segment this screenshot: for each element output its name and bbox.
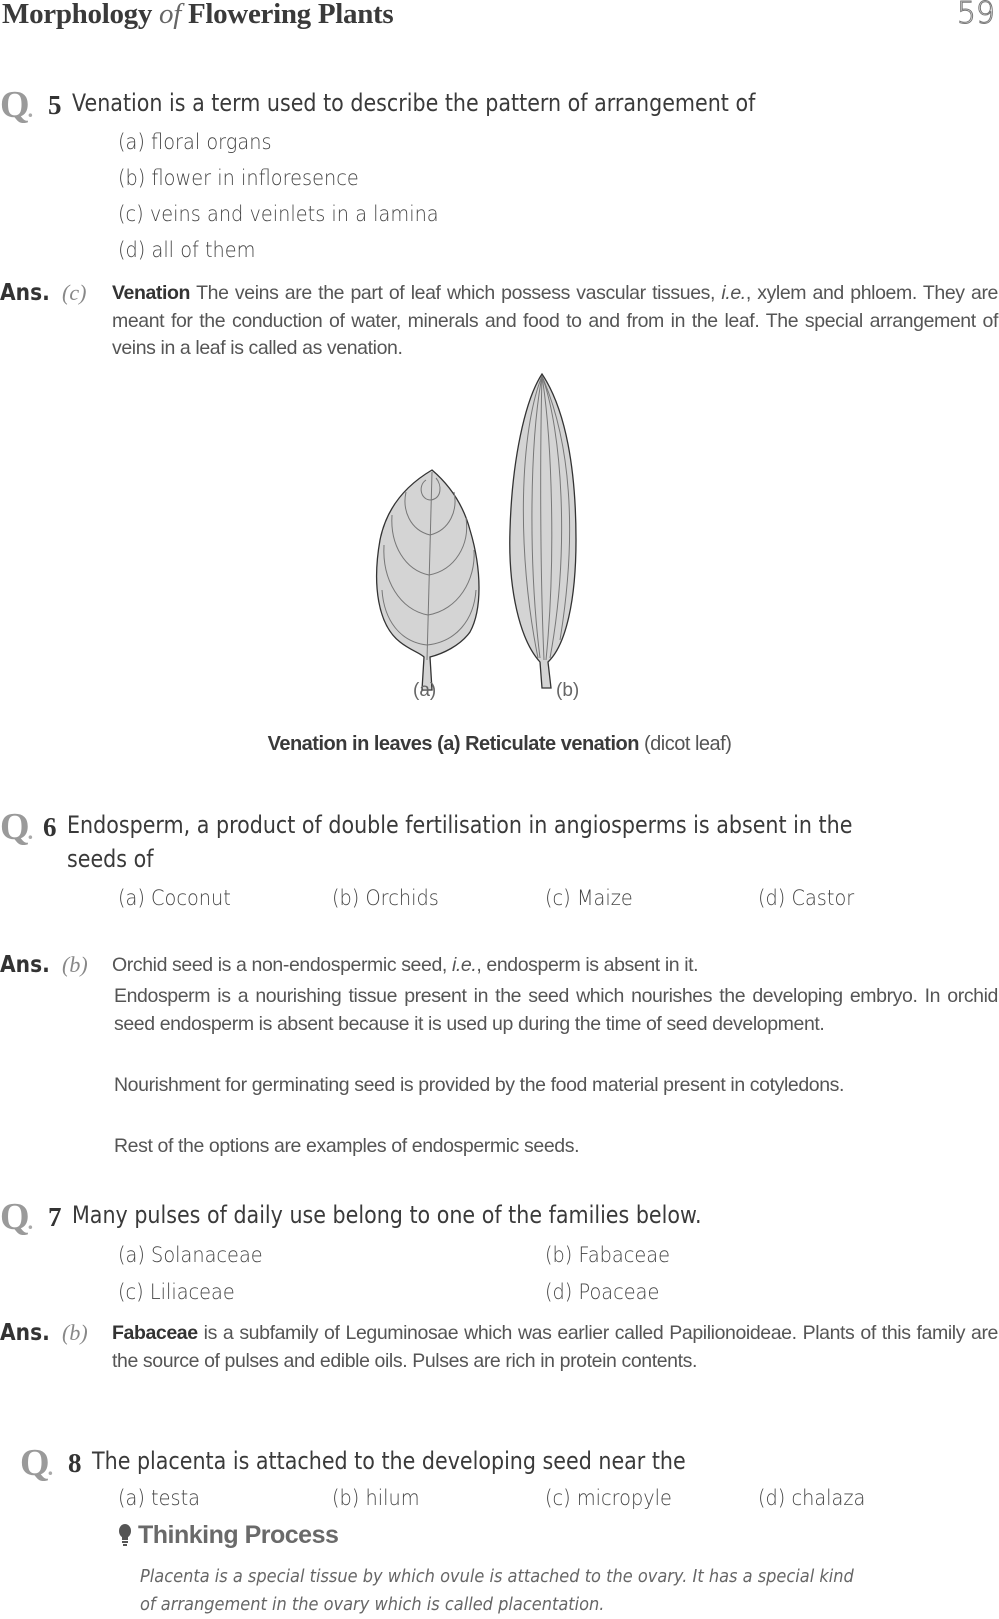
option-b: (b) Orchids (332, 886, 439, 910)
answer-explanation: Fabaceae is a subfamily of Leguminosae which was earlier called Papilionoideae. Plants of this family are the source of pulses and edible oils. Pulses are rich in protein contents. (112, 1322, 998, 1372)
option-b: (b) Fabaceae (545, 1243, 671, 1267)
answer-explanation: Venation The veins are the part of leaf which possess vascular tissues, i.e., xylem and phloem. They are meant for the conduction of water, minerals and food to and from in the leaf. The special arrangement of veins in a leaf is called as venation. (112, 282, 998, 359)
answer-label: Ans. (0, 280, 50, 306)
option-d: (d) all of them (118, 238, 256, 262)
figure-label-a: (a) (413, 680, 437, 701)
option-a: (a) testa (118, 1486, 201, 1510)
chapter-title (2, 0, 393, 31)
answer-explanation: Orchid seed is a non-endospermic seed, i.e., endosperm is absent in it. (112, 954, 699, 976)
answer-paragraph: Nourishment for germinating seed is provided by the food material present in cotyledons. (114, 1074, 845, 1096)
lightbulb-icon (118, 1524, 132, 1548)
option-c: (c) veins and veinlets in a lamina (118, 202, 439, 226)
question-7-heading (0, 1198, 804, 1236)
answer-label: Ans. (0, 1320, 50, 1346)
reticulate-leaf-icon (370, 370, 630, 710)
question-marker: Q. (20, 1442, 52, 1484)
option-b: (b) flower in infloresence (118, 166, 359, 190)
answer-term: Fabaceae (112, 1322, 198, 1344)
thinking-process-heading (118, 1521, 338, 1550)
option-a: (a) Coconut (118, 886, 231, 910)
answer-label: Ans. (0, 952, 50, 978)
answer-paragraph: Endosperm is a nourishing tissue present in the seed which nourishes the developing embryo. In orchid seed endosperm is absent because it is used up during the time of seed development. (114, 985, 998, 1035)
answer-key: (c) (62, 280, 87, 305)
question-5-heading (0, 86, 866, 124)
option-d: (d) Castor (758, 886, 855, 910)
answer-term: Venation (112, 282, 191, 304)
option-c: (c) Maize (545, 886, 633, 910)
chapter-title-of: of (159, 0, 181, 30)
chapter-title-part2: Flowering Plants (187, 0, 394, 30)
option-d: (d) Poaceae (545, 1280, 660, 1304)
option-b: (b) hilum (332, 1486, 420, 1510)
question-number: 7 (48, 1202, 62, 1232)
page-header (0, 0, 999, 40)
answer-key: (b) (62, 952, 88, 977)
question-marker: Q. (0, 806, 32, 848)
question-text: Venation is a term used to describe the pattern of arrangement of (71, 89, 755, 117)
question-number: 5 (48, 90, 62, 120)
option-a: (a) floral organs (118, 130, 272, 154)
option-a: (a) Solanaceae (118, 1243, 263, 1267)
option-d: (d) chalaza (758, 1486, 866, 1510)
figure-label-b: (b) (556, 680, 580, 701)
question-8-heading (20, 1444, 782, 1482)
thinking-process-title: Thinking Process (138, 1521, 339, 1549)
question-marker: Q. (0, 84, 32, 126)
chapter-title-part1: Morphology (2, 0, 153, 30)
answer-paragraph: Rest of the options are examples of endospermic seeds. (114, 1135, 580, 1157)
thinking-process-text: Placenta is a special tissue by which ovule is attached to the ovary. It has a special kind of arrangement in the ovary which is called placentation. (140, 1566, 854, 1615)
question-text: Endosperm, a product of double fertilisation in angiosperms is absent in the seeds of (66, 811, 852, 873)
option-c: (c) micropyle (545, 1486, 672, 1510)
question-number: 8 (68, 1448, 82, 1478)
page-number: 59 (956, 0, 995, 31)
venation-figure (370, 370, 630, 710)
question-text: Many pulses of daily use belong to one of the families below. (71, 1201, 702, 1229)
option-c: (c) Liliaceae (118, 1280, 235, 1304)
question-marker: Q. (0, 1196, 32, 1238)
question-6-heading (0, 808, 999, 876)
answer-key: (b) (62, 1320, 88, 1345)
question-number: 6 (43, 812, 57, 842)
figure-caption: Venation in leaves (a) Reticulate venation (dicot leaf) (267, 733, 732, 755)
question-text: The placenta is attached to the developing seed near the (91, 1447, 686, 1475)
